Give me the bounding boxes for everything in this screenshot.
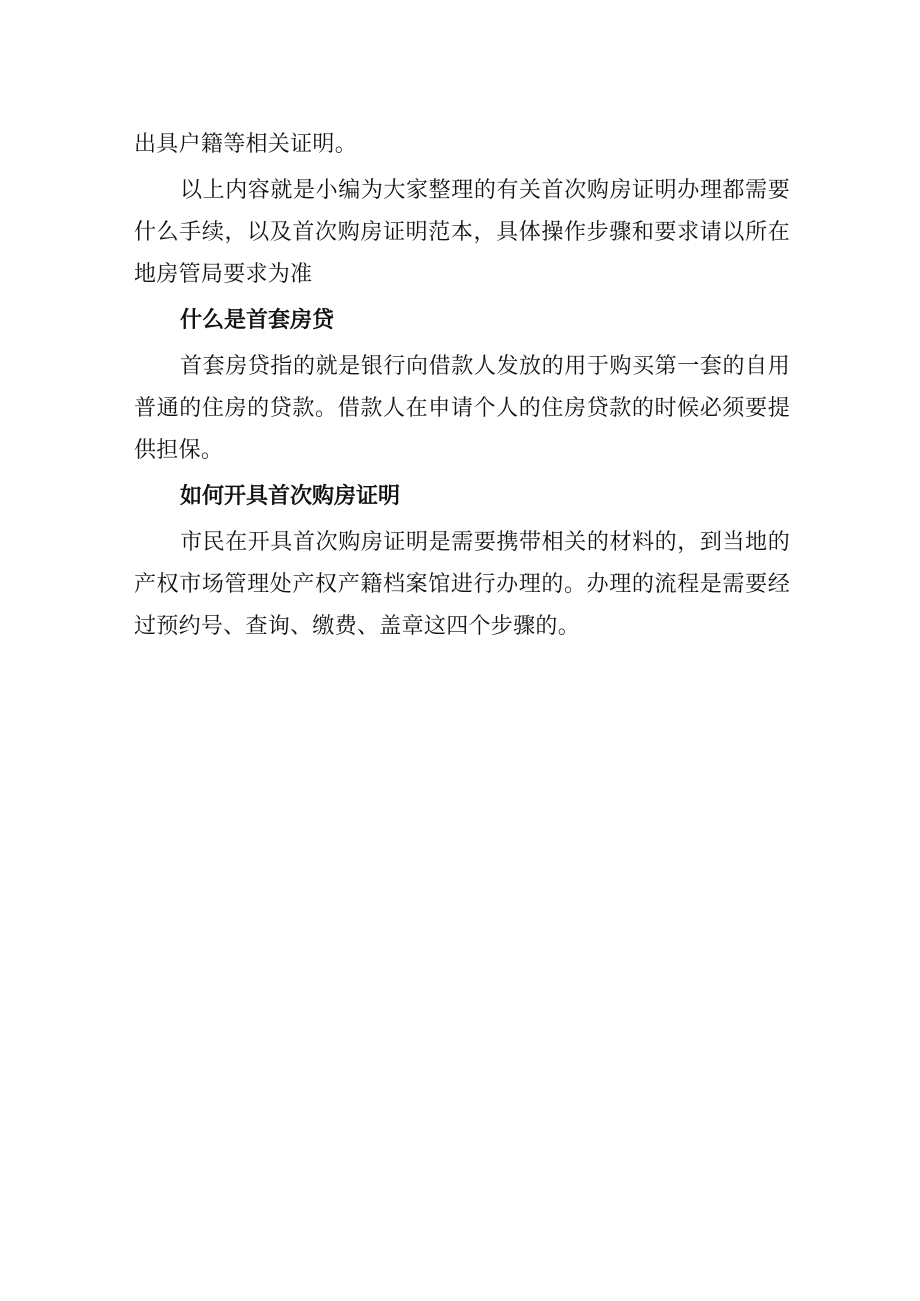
heading-issue-certificate: 如何开具首次购房证明 [180,484,401,509]
paragraph-summary: 以上内容就是小编为大家整理的有关首次购房证明办理都需要什么手续，以及首次购房证明范本，具体操作步骤和要求请以所在地房管局要求为准 [134,178,790,287]
paragraph-issue-certificate: 市民在开具首次购房证明是需要携带相关的材料的，到当地的产权市场管理处产权产籍档案馆进行办理的。办理的流程是需要经过预约号、查询、缴费、盖章这四个步骤的。 [134,530,790,639]
paragraph-continuation: 出具户籍等相关证明。 [134,132,358,157]
document-page [134,124,790,652]
paragraph-first-home-loan: 首套房贷指的就是银行向借款人发放的用于购买第一套的自用普通的住房的贷款。借款人在申请个人的住房贷款的时候必须要提供担保。 [134,354,790,463]
heading-first-home-loan: 什么是首套房贷 [180,308,335,333]
